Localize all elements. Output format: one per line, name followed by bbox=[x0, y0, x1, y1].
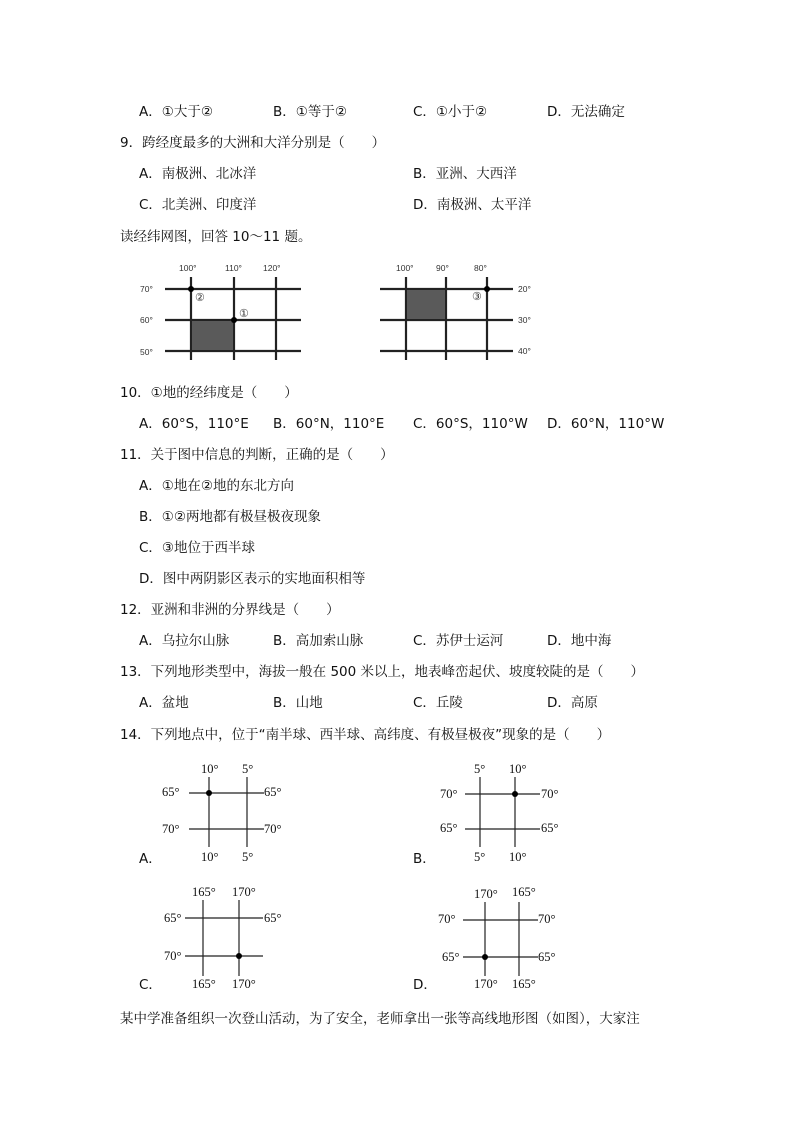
grid-d-left-label: 65° bbox=[442, 950, 460, 964]
map-left-lon-label: 100° bbox=[179, 263, 197, 273]
q14-grid-c bbox=[158, 880, 298, 992]
q14-option-c-letter: C． bbox=[139, 977, 162, 993]
q11-option-d: D．图中两阴影区表示的实地面积相等 bbox=[139, 571, 366, 587]
grid-a-top-label: 5° bbox=[242, 762, 254, 776]
grid-d-right-label: 65° bbox=[538, 950, 556, 964]
grid-d-point bbox=[482, 954, 488, 960]
q14-option-d-letter: D． bbox=[413, 977, 437, 993]
grid-b-right-label: 70° bbox=[541, 787, 559, 801]
q8-option-d: D．无法确定 bbox=[547, 104, 625, 120]
grid-c-top-label: 170° bbox=[232, 885, 256, 899]
q10-option-a: A．60°S，110°E bbox=[139, 416, 249, 432]
point-3-label: ③ bbox=[472, 291, 482, 303]
shaded-area bbox=[192, 321, 233, 350]
grid-b-top-label: 5° bbox=[474, 762, 486, 776]
point-1-dot bbox=[231, 317, 237, 323]
map-left-lon-label: 120° bbox=[263, 263, 281, 273]
map-right-lat-label: 40° bbox=[518, 346, 531, 356]
q9-option-a: A．南极洲、北冰洋 bbox=[139, 166, 257, 182]
map-right-lon-label: 80° bbox=[474, 263, 487, 273]
grid-a-point bbox=[206, 790, 212, 796]
q10-stem: 10．①地的经纬度是（ ） bbox=[120, 385, 298, 401]
grid-d-right-label: 70° bbox=[538, 912, 556, 926]
q8-option-b: B．①等于② bbox=[273, 104, 347, 120]
q9-option-d: D．南极洲、太平洋 bbox=[413, 197, 532, 213]
q13-stem: 13．下列地形类型中，海拔一般在 500 米以上，地表峰峦起伏、坡度较陡的是（ ） bbox=[120, 664, 645, 680]
grid-a-bottom-label: 10° bbox=[201, 850, 219, 864]
q11-option-c: C．③地位于西半球 bbox=[139, 540, 256, 556]
grid-c-bottom-label: 165° bbox=[192, 977, 216, 991]
grid-c-top-label: 165° bbox=[192, 885, 216, 899]
q12-option-d: D．地中海 bbox=[547, 633, 612, 649]
q15-intro: 某中学准备组织一次登山活动，为了安全，老师拿出一张等高线地形图（如图），大家注 bbox=[120, 1011, 640, 1027]
q14-option-b-letter: B． bbox=[413, 851, 436, 867]
grid-d-left-label: 70° bbox=[438, 912, 456, 926]
map-left-lat-label: 50° bbox=[140, 347, 153, 357]
q11-option-b: B．①②两地都有极昼极夜现象 bbox=[139, 509, 321, 525]
q11-option-a: A．①地在②地的东北方向 bbox=[139, 478, 294, 494]
grid-c-left-label: 70° bbox=[164, 949, 182, 963]
grid-a-right-label: 65° bbox=[264, 785, 282, 799]
grid-b-bottom-label: 5° bbox=[474, 850, 486, 864]
q14-stem: 14．下列地点中，位于“南半球、西半球、高纬度、有极昼极夜”现象的是（ ） bbox=[120, 727, 611, 743]
grid-b-left-label: 65° bbox=[440, 821, 458, 835]
q14-grid-a bbox=[158, 755, 298, 867]
q8-option-c: C．①小于② bbox=[413, 104, 488, 120]
shaded-area bbox=[407, 290, 445, 319]
map-right-lat-label: 30° bbox=[518, 315, 531, 325]
grid-a-left-label: 65° bbox=[162, 785, 180, 799]
grid-b-bottom-label: 10° bbox=[509, 850, 527, 864]
q12-option-a: A．乌拉尔山脉 bbox=[139, 633, 230, 649]
map-left-lon-label: 110° bbox=[225, 263, 242, 273]
q11-stem: 11．关于图中信息的判断，正确的是（ ） bbox=[120, 447, 394, 463]
q9-option-c: C．北美洲、印度洋 bbox=[139, 197, 257, 213]
q10-option-b: B．60°N，110°E bbox=[273, 416, 385, 432]
q13-option-d: D．高原 bbox=[547, 695, 598, 711]
grid-d-top-label: 170° bbox=[474, 887, 498, 901]
intro-10-11: 读经纬网图，回答 10～11 题。 bbox=[120, 229, 312, 245]
q8-option-a: A．①大于② bbox=[139, 104, 213, 120]
grid-c-left-label: 65° bbox=[164, 911, 182, 925]
grid-d-bottom-label: 170° bbox=[474, 977, 498, 991]
grid-b-right-label: 65° bbox=[541, 821, 559, 835]
grid-a-top-label: 10° bbox=[201, 762, 219, 776]
point-1-label: ① bbox=[239, 308, 249, 320]
grid-d-bottom-label: 165° bbox=[512, 977, 536, 991]
q14-option-a-letter: A． bbox=[139, 851, 162, 867]
q13-option-b: B．山地 bbox=[273, 695, 323, 711]
grid-a-left-label: 70° bbox=[162, 822, 180, 836]
q13-option-c: C．丘陵 bbox=[413, 695, 463, 711]
grid-b-point bbox=[512, 791, 518, 797]
grid-a-right-label: 70° bbox=[264, 822, 282, 836]
grid-a-bottom-label: 5° bbox=[242, 850, 254, 864]
lat-long-map-right bbox=[380, 260, 545, 360]
q14-grid-d bbox=[435, 880, 575, 992]
q10-option-d: D．60°N，110°W bbox=[547, 416, 665, 432]
q12-option-b: B．高加索山脉 bbox=[273, 633, 364, 649]
map-right-lat-label: 20° bbox=[518, 284, 531, 294]
map-right-lon-label: 100° bbox=[396, 263, 414, 273]
grid-c-right-label: 65° bbox=[264, 911, 282, 925]
q9-option-b: B．亚洲、大西洋 bbox=[413, 166, 517, 182]
map-left-lat-label: 60° bbox=[140, 315, 153, 325]
grid-b-top-label: 10° bbox=[509, 762, 527, 776]
q12-option-c: C．苏伊士运河 bbox=[413, 633, 504, 649]
map-right-lon-label: 90° bbox=[436, 263, 449, 273]
q14-grid-b bbox=[435, 755, 575, 867]
q9-stem: 9．跨经度最多的大洲和大洋分别是（ ） bbox=[120, 135, 386, 151]
grid-c-point bbox=[236, 953, 242, 959]
q10-option-c: C．60°S，110°W bbox=[413, 416, 528, 432]
grid-d-top-label: 165° bbox=[512, 885, 536, 899]
map-left-lat-label: 70° bbox=[140, 284, 153, 294]
q13-option-a: A．盆地 bbox=[139, 695, 189, 711]
grid-c-bottom-label: 170° bbox=[232, 977, 256, 991]
point-3-dot bbox=[484, 286, 490, 292]
point-2-dot bbox=[188, 286, 194, 292]
point-2-label: ② bbox=[195, 292, 205, 304]
grid-b-left-label: 70° bbox=[440, 787, 458, 801]
q12-stem: 12．亚洲和非洲的分界线是（ ） bbox=[120, 602, 340, 618]
lat-long-map-left bbox=[135, 260, 310, 360]
